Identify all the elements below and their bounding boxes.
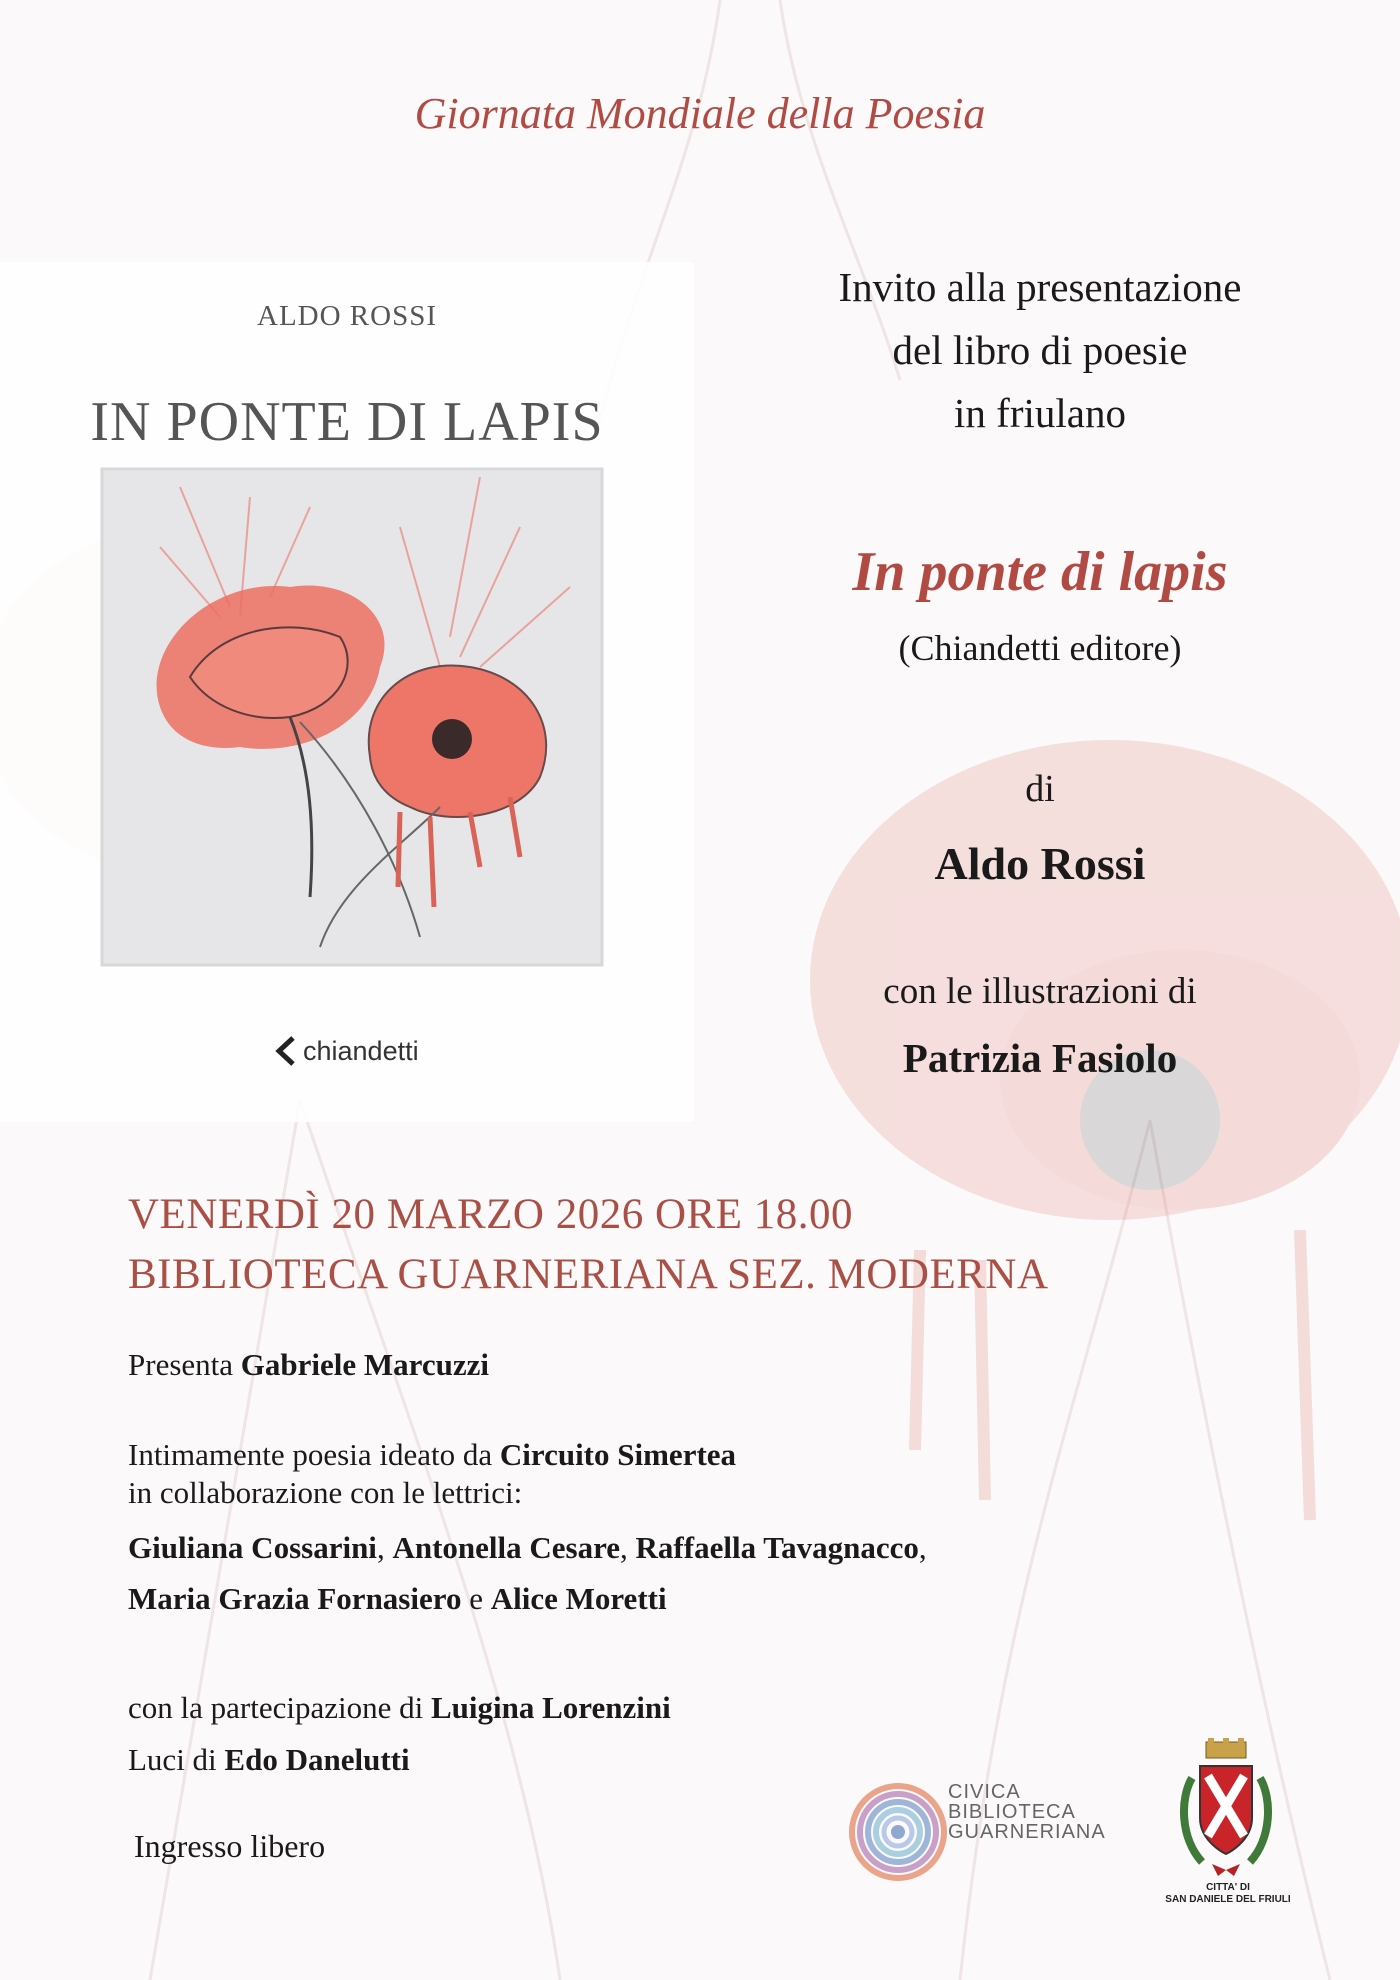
civica-biblioteca-name bbox=[948, 1782, 1106, 1842]
participant-name: Luigina Lorenzini bbox=[430, 1690, 671, 1725]
publisher-logo bbox=[275, 1034, 419, 1068]
library-line-2: BIBLIOTECA bbox=[948, 1801, 1076, 1823]
participation-label: con la partecipazione di bbox=[128, 1690, 424, 1725]
book-cover bbox=[0, 262, 694, 1122]
reader-5: Alice Moretti bbox=[490, 1581, 667, 1616]
library-line-3: GUARNERIANA bbox=[948, 1821, 1106, 1843]
book-title: In ponte di lapis bbox=[852, 541, 1228, 603]
cover-poppy-art bbox=[100, 467, 604, 967]
publisher-name: chiandetti bbox=[303, 1035, 419, 1066]
city-crest-icon bbox=[1172, 1738, 1280, 1888]
entry-note: Ingresso libero bbox=[134, 1828, 326, 1864]
reader-1: Giuliana Cossarini bbox=[128, 1530, 377, 1565]
by-label: di bbox=[1025, 768, 1055, 810]
city-line-1: CITTA' DI bbox=[1206, 1882, 1250, 1893]
reader-2: Antonella Cesare bbox=[392, 1530, 621, 1565]
illustrations-intro: con le illustrazioni di bbox=[883, 971, 1197, 1012]
cover-title: IN PONTE DI LAPIS bbox=[90, 391, 604, 453]
civica-biblioteca-logo-icon bbox=[848, 1782, 948, 1882]
and-word: e bbox=[469, 1581, 483, 1616]
lights-label: Luci di bbox=[128, 1742, 217, 1777]
invitation-line-2: del libro di poesie bbox=[892, 327, 1188, 373]
city-line-2: SAN DANIELE DEL FRIULI bbox=[1165, 1894, 1291, 1905]
library-line-1: CIVICA bbox=[948, 1781, 1021, 1803]
invitation-line-3: in friulano bbox=[954, 390, 1126, 436]
reader-4: Maria Grazia Fornasiero bbox=[128, 1581, 462, 1616]
illustrator-name: Patrizia Fasiolo bbox=[902, 1035, 1178, 1081]
conceived-label: Intimamente poesia ideato da bbox=[128, 1437, 493, 1472]
city-name bbox=[1150, 1882, 1306, 1906]
reader-3: Raffaella Tavagnacco bbox=[635, 1530, 919, 1565]
author-name: Aldo Rossi bbox=[934, 838, 1146, 889]
organizer-name: Circuito Simertea bbox=[499, 1437, 737, 1472]
collaboration-label: in collaborazione con le lettrici: bbox=[128, 1475, 523, 1510]
participation-block bbox=[128, 1682, 671, 1786]
organizer-block bbox=[128, 1436, 736, 1512]
presents-label: Presenta bbox=[128, 1347, 234, 1382]
event-date: VENERDÌ 20 MARZO 2026 ORE 18.00 bbox=[128, 1191, 853, 1238]
event-title: Giornata Mondiale della Poesia bbox=[414, 89, 986, 138]
event-venue: BIBLIOTECA GUARNERIANA SEZ. MODERNA bbox=[128, 1251, 1049, 1298]
chiandetti-mark-icon bbox=[275, 1036, 297, 1066]
editor: (Chiandetti editore) bbox=[898, 628, 1182, 668]
presenter-name: Gabriele Marcuzzi bbox=[240, 1347, 489, 1382]
readers-list: Giuliana Cossarini, Antonella Cesare, Raffaella Tavagnacco, Maria Grazia Fornasiero e Alice Moretti bbox=[128, 1530, 927, 1616]
invitation-line-1: Invito alla presentazione bbox=[838, 264, 1242, 310]
cover-author: ALDO ROSSI bbox=[257, 300, 437, 332]
invitation-text bbox=[720, 256, 1360, 445]
lights-name: Edo Danelutti bbox=[224, 1742, 410, 1777]
presenter-line bbox=[128, 1346, 489, 1384]
